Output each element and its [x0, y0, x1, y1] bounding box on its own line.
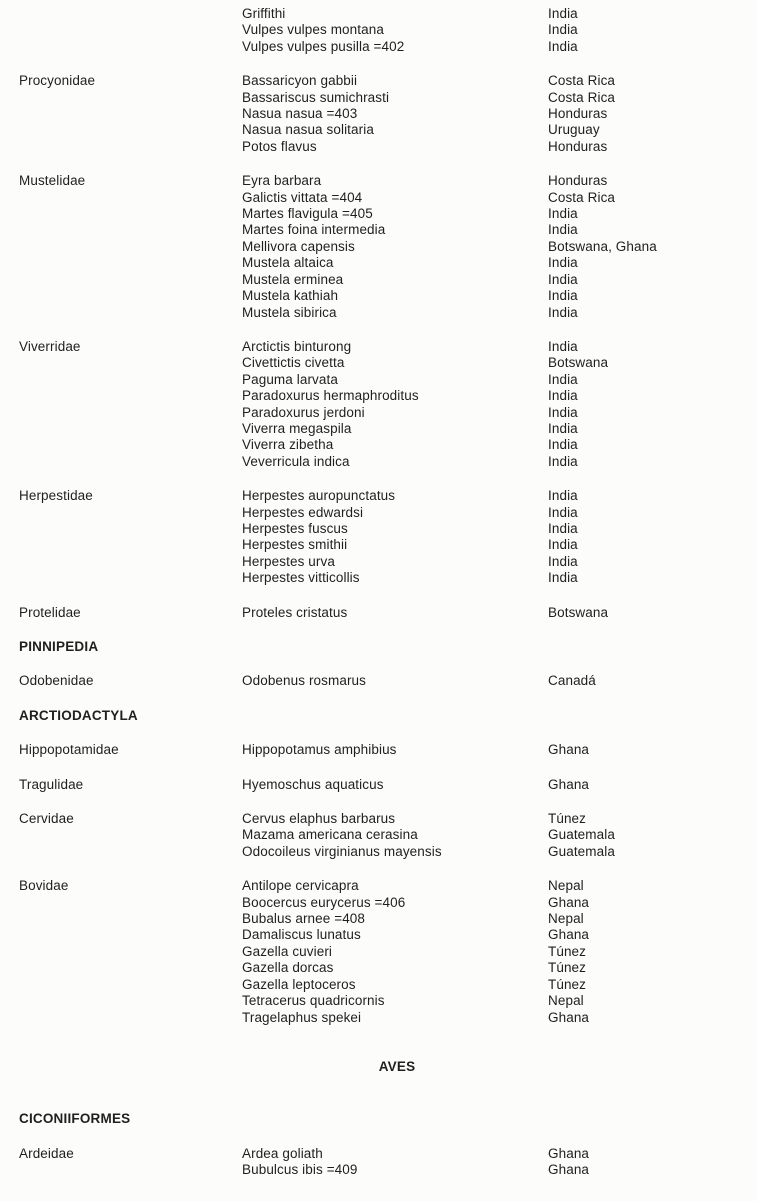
species-row	[242, 1162, 745, 1178]
taxon-group	[19, 73, 745, 155]
species-name: Bassaricyon gabbii	[242, 73, 358, 89]
species-name: Vulpes vulpes pusilla =402	[242, 38, 405, 54]
species-row	[242, 811, 745, 827]
species-name: Potos flavus	[242, 138, 317, 154]
species-list	[242, 673, 745, 689]
species-name: Herpestes edwardsi	[242, 504, 364, 520]
species-name: Cervus elaphus barbarus	[242, 811, 396, 827]
class-heading: AVES	[378, 1058, 416, 1074]
species-row	[242, 927, 745, 943]
species-row	[242, 742, 745, 758]
species-name: Hippopotamus amphibius	[242, 742, 397, 758]
taxon-group	[19, 6, 745, 55]
species-row	[242, 977, 745, 993]
species-row	[242, 827, 745, 843]
country-name: India	[548, 570, 578, 586]
species-name: Paguma larvata	[242, 371, 338, 387]
country-name: India	[548, 420, 578, 436]
species-name: Hyemoschus aquaticus	[242, 776, 384, 792]
species-name: Paradoxurus jerdoni	[242, 404, 365, 420]
species-name: Mustela altaica	[242, 255, 334, 271]
country-name: Nepal	[548, 878, 584, 894]
species-row	[242, 6, 745, 22]
species-name: Odocoileus virginianus mayensis	[242, 843, 442, 859]
species-name: Mustela sibirica	[242, 304, 337, 320]
order-heading: ARCTIODACTYLA	[19, 707, 138, 723]
family-name: Procyonidae	[19, 73, 96, 89]
species-row	[242, 454, 745, 470]
country-name: Costa Rica	[548, 189, 616, 205]
species-row	[242, 355, 745, 371]
country-name: Ghana	[548, 1009, 590, 1025]
species-row	[242, 1010, 745, 1026]
country-name: India	[548, 371, 578, 387]
species-name: Viverra zibetha	[242, 437, 334, 453]
country-name: Nepal	[548, 911, 584, 927]
country-name: Nepal	[548, 993, 584, 1009]
country-name: Costa Rica	[548, 73, 616, 89]
country-name: India	[548, 22, 578, 38]
species-row	[242, 554, 745, 570]
species-row	[242, 372, 745, 388]
species-list	[242, 73, 745, 155]
species-name: Herpestes vitticollis	[242, 570, 360, 586]
country-name: Costa Rica	[548, 89, 616, 105]
species-name: Herpestes auropunctatus	[242, 488, 396, 504]
species-row	[242, 388, 745, 404]
family-name: Mustelidae	[19, 173, 86, 189]
country-name: Túnez	[548, 976, 587, 992]
country-name: Botswana	[548, 604, 609, 620]
species-row	[242, 605, 745, 621]
species-name: Gazella dorcas	[242, 960, 334, 976]
species-list	[242, 6, 745, 55]
species-name: Gazella leptoceros	[242, 976, 356, 992]
taxon-group	[19, 673, 745, 689]
species-name: Viverra megaspila	[242, 420, 352, 436]
country-name: Honduras	[548, 106, 608, 122]
species-row	[242, 505, 745, 521]
species-row	[242, 911, 745, 927]
country-name: India	[548, 38, 578, 54]
species-name: Damaliscus lunatus	[242, 927, 361, 943]
species-name: Civettictis civetta	[242, 355, 345, 371]
species-row	[242, 878, 745, 894]
species-name: Arctictis binturong	[242, 338, 352, 354]
country-name: Túnez	[548, 811, 587, 827]
species-list	[242, 1146, 745, 1179]
species-list	[242, 777, 745, 793]
species-name: Herpestes smithii	[242, 537, 348, 553]
country-name: Botswana	[548, 355, 609, 371]
species-row	[242, 73, 745, 89]
taxon-group	[19, 339, 745, 470]
species-row	[242, 993, 745, 1009]
species-row	[242, 22, 745, 38]
species-row	[242, 488, 745, 504]
species-list	[242, 811, 745, 860]
species-name: Bassariscus sumichrasti	[242, 89, 390, 105]
species-row	[242, 421, 745, 437]
species-list	[242, 878, 745, 1026]
country-name: India	[548, 404, 578, 420]
country-name: India	[548, 553, 578, 569]
species-row	[242, 106, 745, 122]
species-row	[242, 537, 745, 553]
species-row	[242, 844, 745, 860]
species-row	[242, 521, 745, 537]
species-row	[242, 139, 745, 155]
species-row	[242, 39, 745, 55]
species-name: Mazama americana cerasina	[242, 827, 418, 843]
species-name: Odobenus rosmarus	[242, 673, 367, 689]
species-name: Vulpes vulpes montana	[242, 22, 384, 38]
species-name: Nasua nasua solitaria	[242, 122, 374, 138]
country-name: India	[548, 453, 578, 469]
order-heading: PINNIPEDIA	[19, 639, 99, 654]
family-name: Ardeidae	[19, 1145, 74, 1161]
species-name: Ardea goliath	[242, 1145, 323, 1161]
species-name: Herpestes fuscus	[242, 520, 348, 536]
family-name: Hippopotamidae	[19, 742, 119, 758]
country-name: India	[548, 271, 578, 287]
species-row	[242, 437, 745, 453]
species-row	[242, 673, 745, 689]
country-name: Ghana	[548, 742, 590, 758]
taxon-group	[19, 878, 745, 1026]
species-name: Martes flavigula =405	[242, 206, 373, 222]
country-name: Uruguay	[548, 122, 600, 138]
species-name: Nasua nasua =403	[242, 106, 358, 122]
species-name: Mellivora capensis	[242, 238, 355, 254]
taxon-group	[19, 811, 745, 860]
family-name: Tragulidae	[19, 776, 84, 792]
country-name: Guatemala	[548, 827, 615, 843]
species-name: Eyra barbara	[242, 173, 322, 189]
species-name: Griffithi	[242, 6, 286, 21]
species-name: Martes foina intermedia	[242, 222, 386, 238]
species-list	[242, 742, 745, 758]
country-name: Ghana	[548, 1162, 590, 1178]
family-name: Herpestidae	[19, 488, 93, 504]
taxon-group	[19, 1146, 745, 1179]
country-name: Botswana, Ghana	[548, 238, 657, 254]
species-row	[242, 288, 745, 304]
country-name: Ghana	[548, 1145, 590, 1161]
species-name: Boocercus eurycerus =406	[242, 894, 406, 910]
country-name: India	[548, 255, 578, 271]
species-name: Proteles cristatus	[242, 604, 348, 620]
species-name: Tragelaphus spekei	[242, 1009, 362, 1025]
species-name: Bubulcus ibis =409	[242, 1162, 358, 1178]
species-row	[242, 1146, 745, 1162]
species-row	[242, 944, 745, 960]
country-name: India	[548, 338, 578, 354]
species-row	[242, 777, 745, 793]
species-row	[242, 122, 745, 138]
country-name: India	[548, 537, 578, 553]
species-list	[242, 488, 745, 586]
country-name: India	[548, 488, 578, 504]
species-row	[242, 960, 745, 976]
country-name: Canadá	[548, 673, 596, 689]
species-name: Herpestes urva	[242, 553, 335, 569]
species-row	[242, 90, 745, 106]
country-name: Guatemala	[548, 843, 615, 859]
species-row	[242, 239, 745, 255]
family-name: Odobenidae	[19, 673, 94, 689]
country-name: India	[548, 6, 578, 21]
taxon-group	[19, 605, 745, 621]
country-name: India	[548, 206, 578, 222]
country-name: Honduras	[548, 138, 608, 154]
country-name: Túnez	[548, 943, 587, 959]
species-name: Paradoxurus hermaphroditus	[242, 388, 419, 404]
country-name: India	[548, 520, 578, 536]
species-row	[242, 255, 745, 271]
species-name: Gazella cuvieri	[242, 943, 333, 959]
country-name: India	[548, 288, 578, 304]
country-name: Ghana	[548, 894, 590, 910]
species-name: Antilope cervicapra	[242, 878, 359, 894]
species-name: Tetracerus quadricornis	[242, 993, 385, 1009]
species-list	[242, 339, 745, 470]
species-row	[242, 405, 745, 421]
country-name: India	[548, 304, 578, 320]
species-row	[242, 190, 745, 206]
species-row	[242, 206, 745, 222]
species-row	[242, 339, 745, 355]
country-name: India	[548, 222, 578, 238]
species-list	[242, 605, 745, 621]
species-row	[242, 173, 745, 189]
family-name: Viverridae	[19, 338, 81, 354]
species-name: Mustela kathiah	[242, 288, 339, 304]
family-name: Cervidae	[19, 811, 74, 827]
species-row	[242, 570, 745, 586]
species-name: Galictis vittata =404	[242, 189, 363, 205]
country-name: Ghana	[548, 776, 590, 792]
species-row	[242, 895, 745, 911]
country-name: Ghana	[548, 927, 590, 943]
taxon-group	[19, 488, 745, 586]
country-name: India	[548, 437, 578, 453]
species-name: Mustela erminea	[242, 271, 344, 287]
family-name: Bovidae	[19, 878, 69, 894]
species-name: Veverricula indica	[242, 453, 350, 469]
country-name: Túnez	[548, 960, 587, 976]
family-name: Protelidae	[19, 604, 81, 620]
species-row	[242, 272, 745, 288]
order-heading: CICONIIFORMES	[19, 1111, 131, 1127]
country-name: India	[548, 388, 578, 404]
species-row	[242, 222, 745, 238]
taxon-group	[19, 777, 745, 793]
country-name: India	[548, 504, 578, 520]
species-name: Bubalus arnee =408	[242, 911, 366, 927]
taxon-group	[19, 742, 745, 758]
country-name: Honduras	[548, 173, 608, 189]
species-row	[242, 305, 745, 321]
species-list	[242, 173, 745, 321]
taxon-group	[19, 173, 745, 321]
